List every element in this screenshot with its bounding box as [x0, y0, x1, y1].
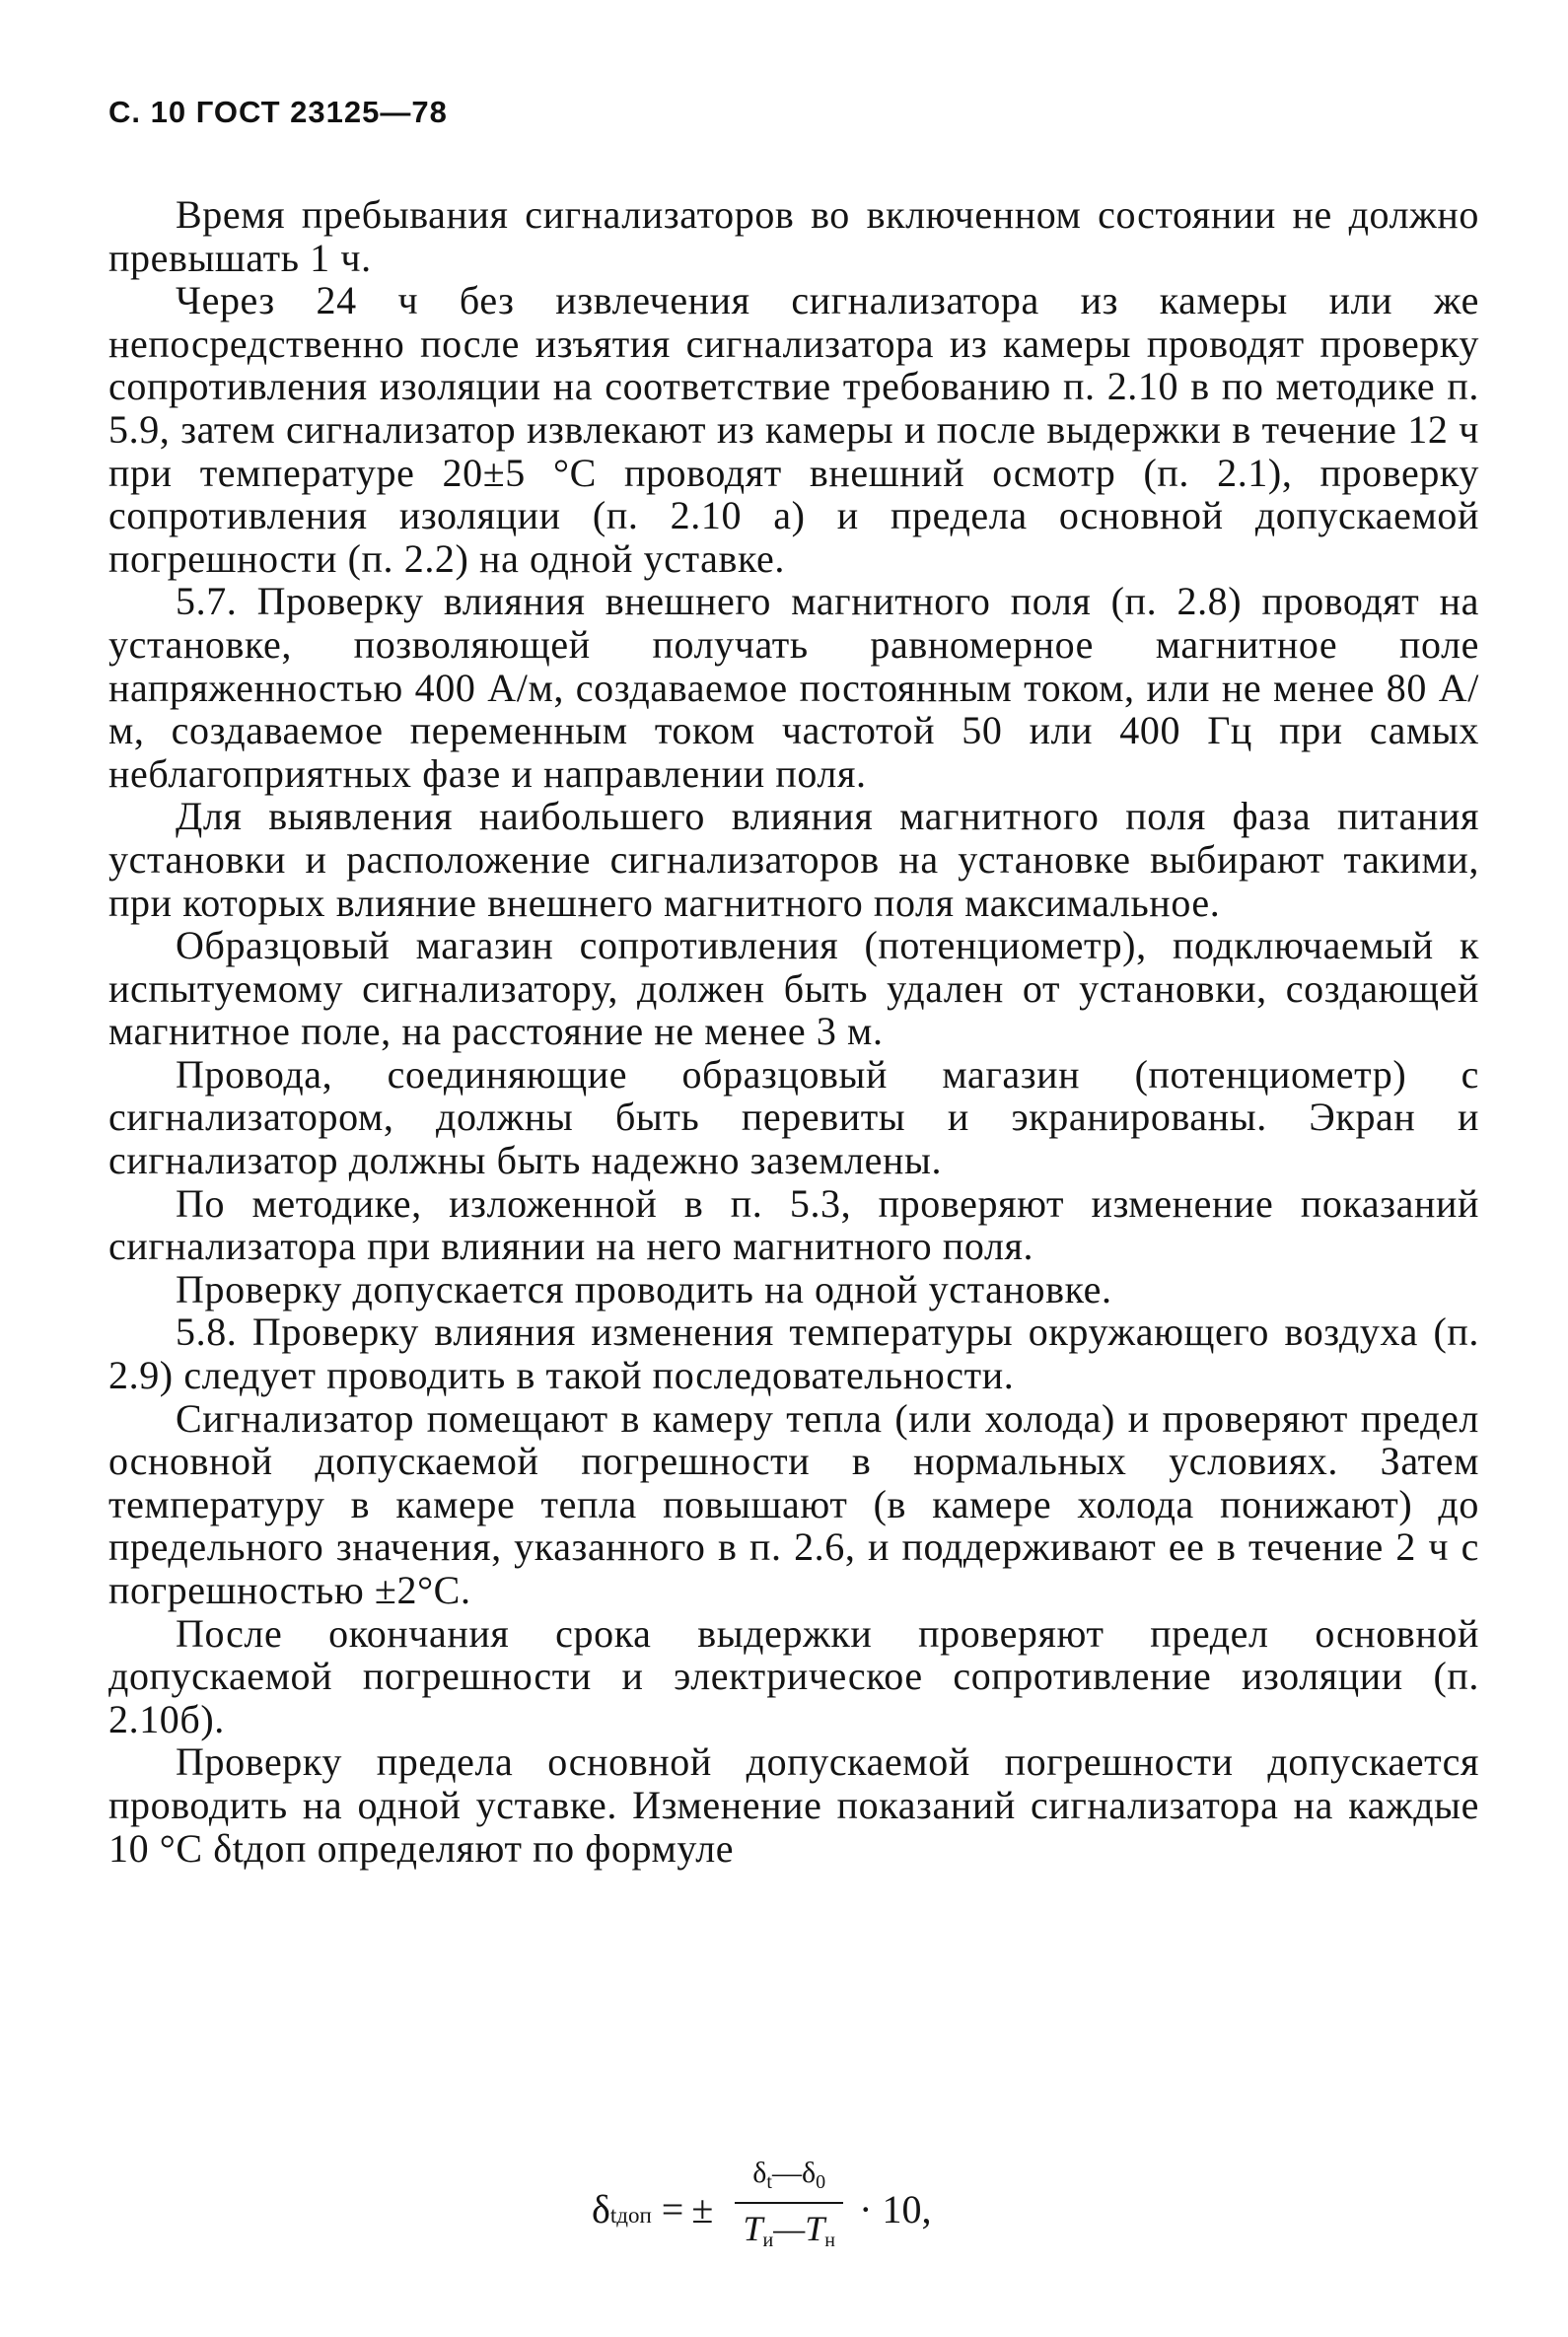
formula-num-a-sub: t: [766, 2170, 772, 2193]
formula-denominator: [743, 2204, 834, 2263]
formula-lhs-symbol: δ: [592, 2186, 610, 2231]
paragraph: Через 24 ч без извлечения сигнализатора из камеры или же непосредственно после изъятия сигнализатора из камеры проводят проверку сопротивления изоляции на соответствие требованию п. 2.10 в по методике п. 5.9, затем сигнализатор извлекают из камеры и после выдержки в течение 12 ч при температуре 20±5 °С проводят внешний осмотр (п. 2.1), проверку сопротивления изоляции (п. 2.10 а) и предела основной допускаемой погрешности (п. 2.2) на одной уставке.: [108, 278, 1479, 581]
paragraph: Для выявления наибольшего влияния магнитного поля фаза питания установки и расположение сигнализаторов на установке выбирают такими, при которых влияние внешнего магнитного поля максимальное.: [108, 794, 1479, 925]
formula-fraction: [735, 2156, 843, 2263]
formula-lhs: [592, 2186, 652, 2232]
formula-den-a: T: [743, 2208, 763, 2248]
formula-den-b-sub: н: [824, 2229, 835, 2251]
paragraph: Образцовый магазин сопротивления (потенциометр), подключаемый к испытуемому сигнализатору, должен быть удален от установки, создающей магнитное поле, на расстояние не менее 3 м.: [108, 923, 1479, 1054]
body-text: [108, 193, 1479, 1870]
paragraph: Провода, соединяющие образцовый магазин (потенциометр) с сигнализатором, должны быть перевиты и экранированы. Экран и сигнализатор должны быть надежно заземлены.: [108, 1051, 1479, 1183]
formula: [592, 2155, 939, 2263]
formula-den-a-sub: и: [762, 2229, 774, 2251]
paragraph: Проверку предела основной допускаемой погрешности допускается проводить на одной уставке. Изменение показаний сигнализатора на каждые 10 °С δtдоп определяют по формуле: [108, 1739, 1479, 1871]
formula-num-b: δ: [801, 2156, 817, 2189]
formula-num-b-sub: 0: [816, 2170, 826, 2193]
formula-num-minus: —: [771, 2156, 802, 2189]
formula-plus-minus: ±: [691, 2186, 714, 2231]
paragraph-section-5-8: 5.8. Проверку влияния изменения температуры окружающего воздуха (п. 2.9) следует проводить в такой последовательности.: [108, 1310, 1479, 1398]
formula-multiplier: · 10,: [859, 2186, 932, 2231]
paragraph: Время пребывания сигнализаторов во включенном состоянии не должно превышать 1 ч.: [108, 192, 1479, 280]
page-header: С. 10 ГОСТ 23125—78: [108, 95, 448, 129]
paragraph-section-5-7: 5.7. Проверку влияния внешнего магнитного поля (п. 2.8) проводят на установке, позволяющей получать равномерное магнитное поле напряженностью 400 А/м, создаваемое постоянным током, или не менее 80 А/м, создаваемое переменным током частотой 50 или 400 Гц при самых неблагоприятных фазе и направлении поля.: [108, 579, 1479, 796]
paragraph: После окончания срока выдержки проверяют предел основной допускаемой погрешности и электрическое сопротивление изоляции (п. 2.10б).: [108, 1610, 1479, 1741]
formula-den-b: T: [805, 2208, 825, 2248]
paragraph: Проверку допускается проводить на одной установке.: [176, 1266, 1112, 1311]
formula-lhs-subscript: tдоп: [609, 2202, 652, 2228]
formula-den-minus: —: [773, 2208, 806, 2248]
formula-numerator: [735, 2156, 843, 2204]
formula-equals: =: [661, 2186, 684, 2231]
formula-num-a: δ: [752, 2156, 767, 2189]
paragraph: По методике, изложенной в п. 5.3, проверяют изменение показаний сигнализатора при влиянии на него магнитного поля.: [108, 1180, 1479, 1269]
paragraph: Сигнализатор помещают в камеру тепла (или холода) и проверяют предел основной допускаемой погрешности в нормальных условиях. Затем температуру в камере тепла повышают (в камере холода понижают) до предельного значения, указанного в п. 2.6, и поддерживают ее в течение 2 ч с погрешностью ±2°С.: [108, 1395, 1479, 1612]
